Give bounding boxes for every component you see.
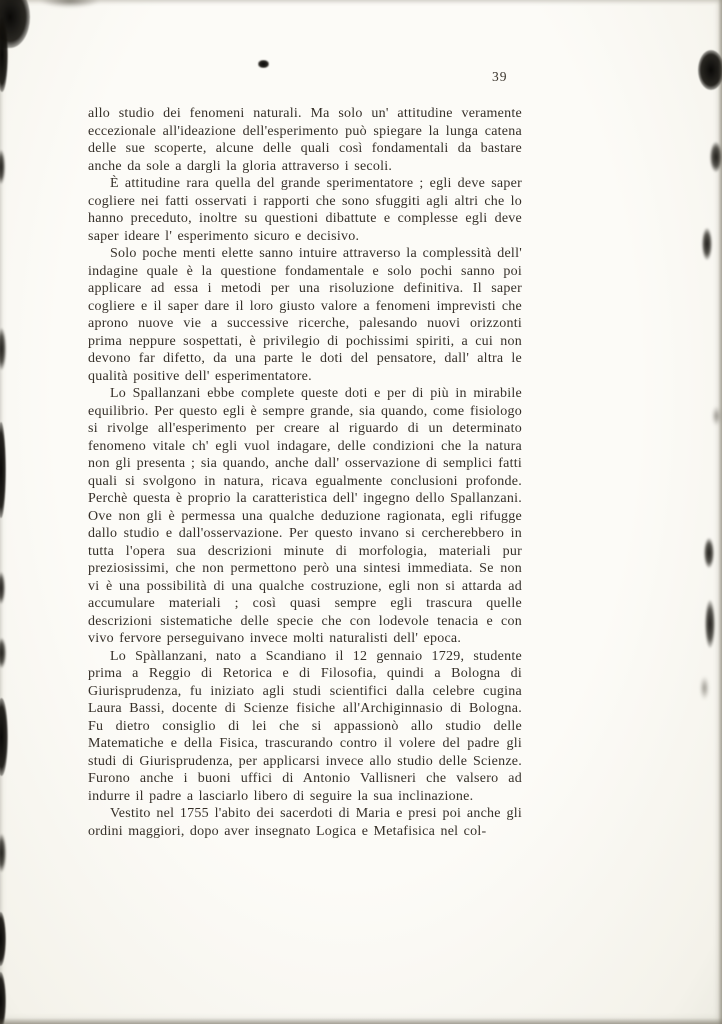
scan-edge	[0, 1018, 722, 1024]
scan-artifact	[704, 538, 714, 568]
paragraph: Lo Spallanzani ebbe complete queste doti e per di più in mirabile equilibrio. Per questo egli è sempre grande, sia quando, come fisiologo si rivolge all'esperimento per creare al riguardo di un determinato fenomeno vitale ch' egli vuol indagare, delle condizioni che la natura non gli presenta ; sia quando, anche dall' osservazione di semplici fatti quali si svolgono in natura, ricava egualmente conclusioni profonde. Perchè questa è proprio la caratteristica dell' ingegno dello Spallanzani. Ove non gli è permessa una qualche deduzione ragionata, egli rifugge dallo studio e dall'osservazione. Per questo invano si cercherebbero in tutta l'opera sua descrizioni minute di morfologia, materiali pur preziosissimi, che non permettono però una sintesi immediata. Se non vi è una possibilità di una qualche costruzione, egli non si attarda ad accumulare materiali ; così quasi sempre egli trascura quelle descrizioni sistematiche delle specie che con lodevole tenacia e con vivo fervore perseguivano invece molti naturalisti dell' epoca.	[88, 386, 522, 646]
scan-artifact	[0, 150, 5, 184]
scan-artifact	[700, 676, 709, 700]
scan-artifact	[0, 328, 6, 370]
paragraph: Solo poche menti elette sanno intuire attraverso la complessità dell' indagine quale è la questione fondamentale e solo pochi sanno poi applicare ad essa i metodi per una risoluzione definitiva. Il saper cogliere e il saper dare il loro giusto valore a fenomeni imprevisti che aprono nuove vie a successive ricerche, palesando nuovi orizzonti prima neppure sospettati, è privilegio di pochissimi spiriti, a cui non devono far difetto, da una parte le doti del pensatore, dall' altra le qualità positive dell' esperimentatore.	[88, 246, 522, 384]
scan-artifact	[258, 60, 269, 68]
scan-artifact	[712, 406, 721, 426]
scan-artifact	[702, 228, 712, 260]
scan-artifact	[0, 972, 6, 1024]
paragraph: È attitudine rara quella del grande sperimentatore ; egli deve saper cogliere nei fatti osservati i rapporti che sono sfuggiti agli altri che lo hanno preceduto, inoltre su questioni dibattute e complesse egli deve saper ideare l' esperimento sicuro e decisivo.	[88, 176, 522, 244]
scan-artifact	[710, 142, 722, 172]
scan-artifact	[698, 50, 722, 90]
scan-artifact	[40, 0, 100, 8]
scan-artifact	[0, 912, 6, 966]
paragraph-continuation: allo studio dei fenomeni naturali. Ma solo un' attitudine veramente eccezionale all'ideazione dell'esperimento può spiegare la lunga catena delle sue scoperte, alcune delle quali così fondamentali da bastare anche da sole a dargli la gloria attraverso i secoli.	[88, 106, 522, 174]
scan-artifact	[705, 600, 715, 648]
scan-artifact	[0, 422, 6, 518]
page-number: 39	[492, 69, 508, 84]
scan-artifact	[0, 638, 6, 668]
scan-artifact	[0, 18, 8, 92]
paragraph: Vestito nel 1755 l'abito dei sacerdoti di Maria e presi poi anche gli ordini maggiori, dopo aver insegnato Logica e Metafisica nel col-	[88, 806, 522, 839]
text-block	[88, 105, 522, 840]
scan-artifact	[0, 0, 30, 48]
scan-artifact	[0, 572, 5, 604]
scan-edge	[718, 0, 722, 1024]
scan-artifact	[0, 834, 6, 872]
paragraph: Lo Spàllanzani, nato a Scandiano il 12 gennaio 1729, studente prima a Reggio di Retorica e di Filosofia, quindi a Bologna di Giurisprudenza, fu iniziato agli studi scientifici dalla celebre cugina Laura Bassi, docente di Scienze fisiche all'Archiginnasio di Bologna. Fu dietro consiglio di lei che si appassionò allo studio delle Matematiche e della Fisica, trascurando contro il volere del padre gli studi di Giurisprudenza, per applicarsi invece allo studio delle Scienze. Furono anche i buoni uffici di Antonio Vallisneri che valsero ad indurre il padre a lasciarlo libero di seguire la sua inclinazione.	[88, 648, 522, 804]
scan-artifact	[0, 698, 8, 776]
